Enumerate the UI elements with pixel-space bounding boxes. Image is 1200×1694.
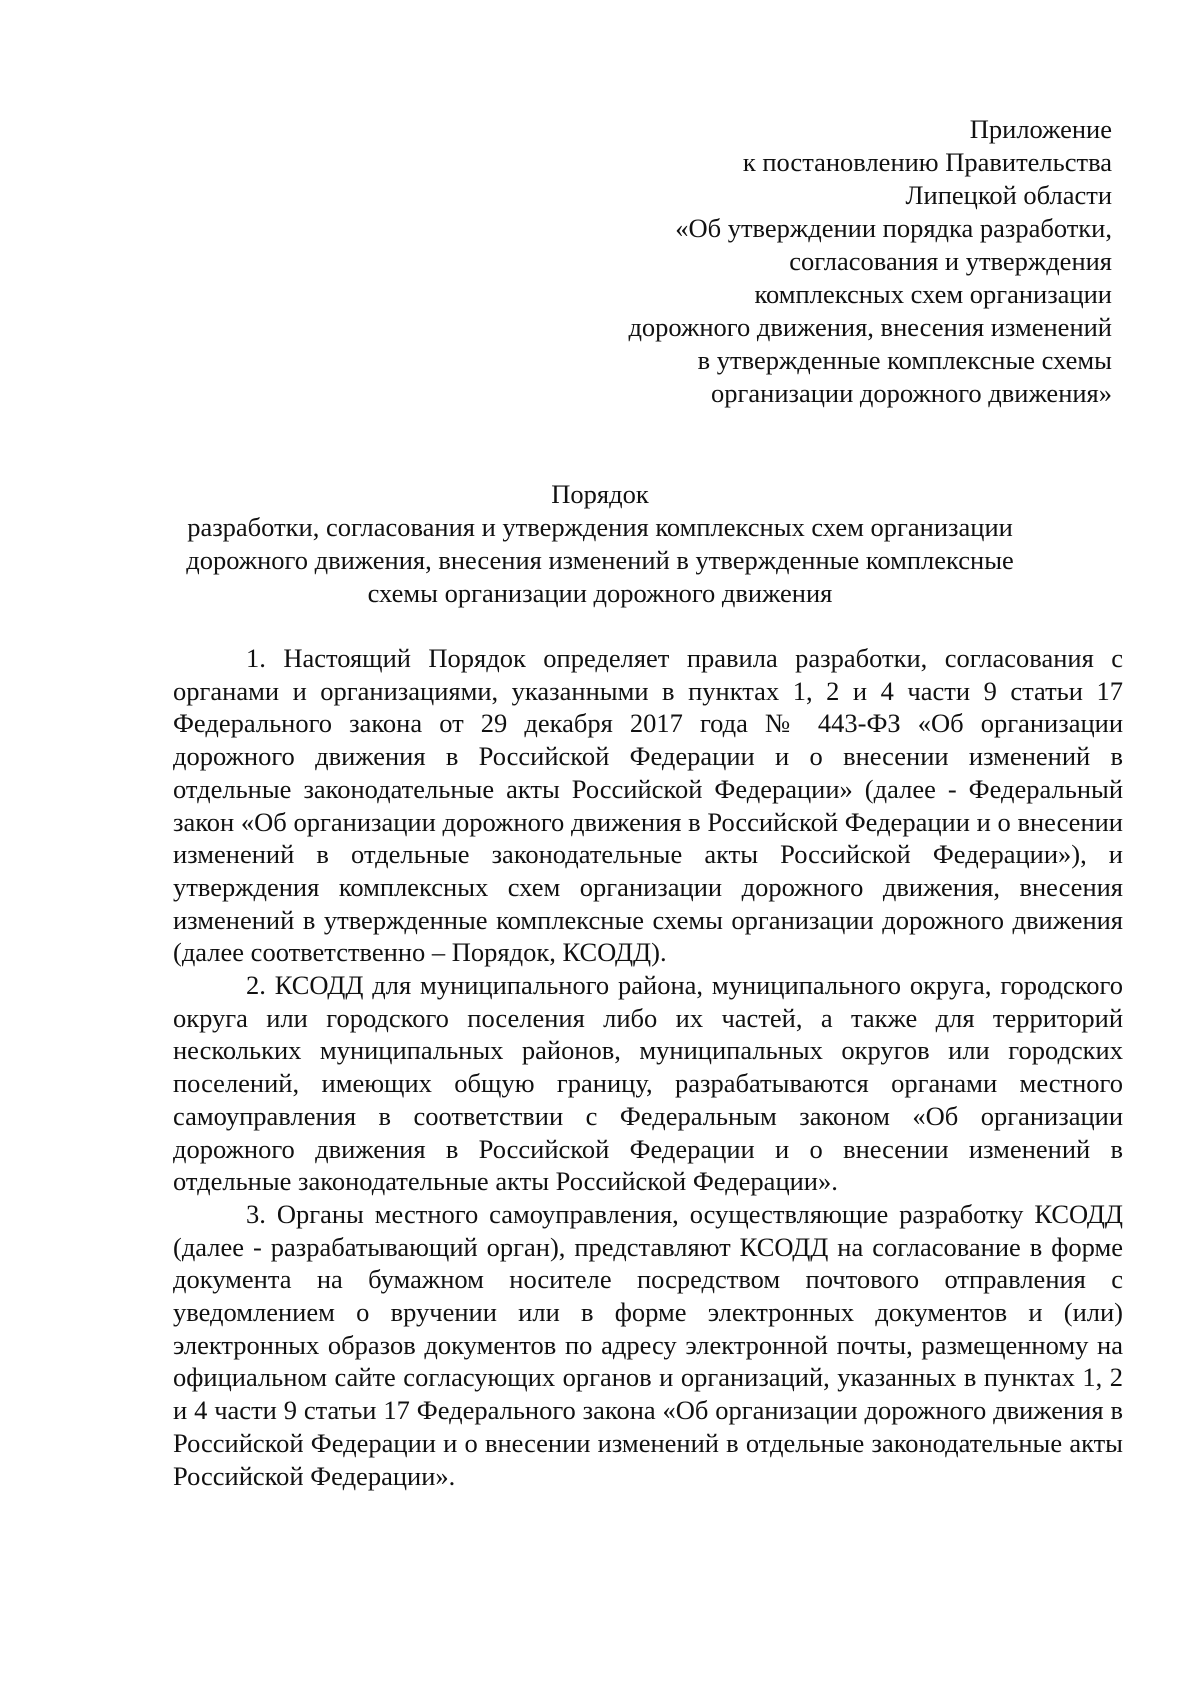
paragraph-2: 2. КСОДД для муниципального района, муниципального округа, городского округа или городского поселения либо их частей, а также для территорий нескольких муниципальных районов, муниципальных округов или городских поселений, имеющих общую границу, разрабатываются органами местного самоуправления в соответствии с Федеральным законом «Об организации дорожного движения в Российской Федерации и о внесении изменений в отдельные законодательные акты Российской Федерации». (173, 970, 1123, 1197)
appendix-line: комплексных схем организации (754, 279, 1112, 309)
appendix-line: организации дорожного движения» (711, 378, 1112, 408)
title-subtitle-line: схемы организации дорожного движения (367, 578, 833, 608)
title-subtitle-line: разработки, согласования и утверждения комплексных схем организации (187, 512, 1013, 542)
appendix-line: Липецкой области (905, 180, 1112, 210)
appendix-line: «Об утверждении порядка разработки, (675, 213, 1112, 243)
appendix-line: в утвержденные комплексные схемы (697, 345, 1112, 375)
paragraph-1: 1. Настоящий Порядок определяет правила разработки, согласования с органами и организациями, указанными в пунктах 1, 2 и 4 части 9 статьи 17 Федерального закона от 29 декабря 2017 года № 443-ФЗ «Об организации дорожного движения в Российской Федерации и о внесении изменений в отдельные законодательные акты Российской Федерации» (далее - Федеральный закон «Об организации дорожного движения в Российской Федерации и о внесении изменений в отдельные законодательные акты Российской Федерации»), и утверждения комплексных схем организации дорожного движения, внесения изменений в утвержденные комплексные схемы организации дорожного движения (далее соответственно – Порядок, КСОДД). (173, 643, 1123, 968)
document-title (100, 478, 1100, 610)
paragraph-3: 3. Органы местного самоуправления, осуществляющие разработку КСОДД (далее - разрабатывающий орган), представляют КСОДД на согласование в форме документа на бумажном носителе посредством почтового отправления с уведомлением о вручении или в форме электронных документов и (или) электронных образов документов по адресу электронной почты, размещенному на официальном сайте согласующих органов и организаций, указанных в пунктах 1, 2 и 4 части 9 статьи 17 Федерального закона «Об организации дорожного движения в Российской Федерации и о внесении изменений в отдельные законодательные акты Российской Федерации». (173, 1198, 1123, 1491)
appendix-line: к постановлению Правительства (742, 147, 1112, 177)
appendix-line: согласования и утверждения (789, 246, 1112, 276)
appendix-line: Приложение (969, 114, 1112, 144)
title-heading: Порядок (551, 479, 649, 509)
appendix-line: дорожного движения, внесения изменений (628, 312, 1112, 342)
appendix-block (552, 113, 1112, 410)
title-subtitle-line: дорожного движения, внесения изменений в утвержденные комплексные (186, 545, 1014, 575)
document-body (173, 642, 1123, 1492)
